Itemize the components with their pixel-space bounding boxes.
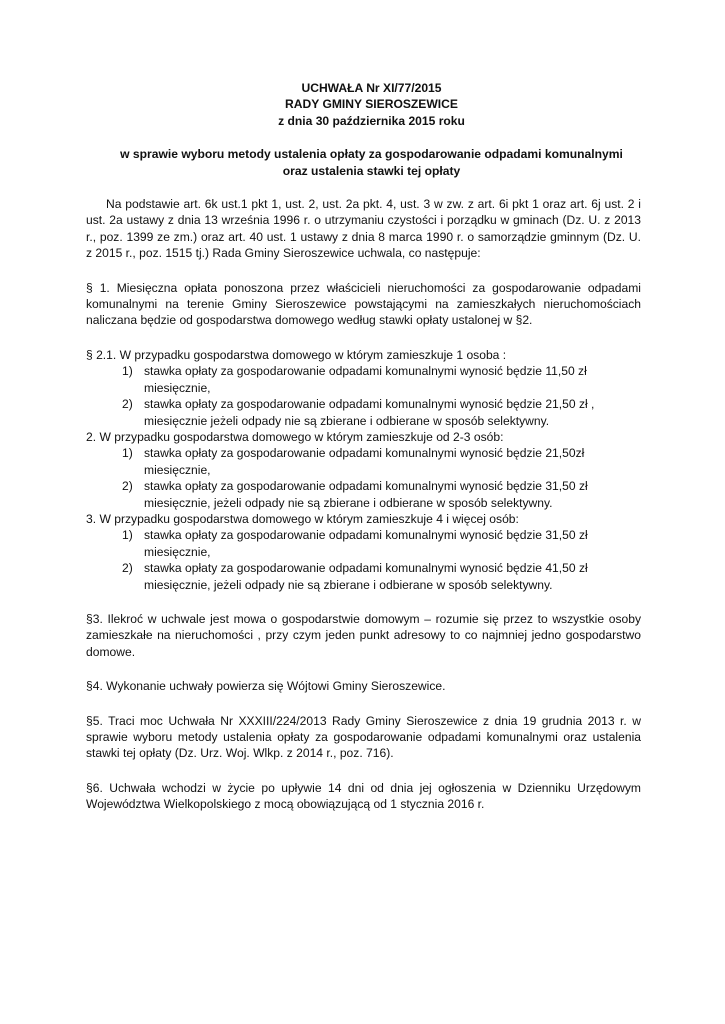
section-2-point-2-list xyxy=(86,445,641,511)
list-item xyxy=(122,527,641,560)
preamble-paragraph: Na podstawie art. 6k ust.1 pkt 1, ust. 2, ust. 2a pkt. 4, ust. 3 w zw. z art. 6i pkt 1 oraz art. 6j ust. 2 i ust. 2a ustawy z dnia 13 września 1996 r. o utrzymaniu czystości i porządku w gminach (Dz. U. z 2013 r., poz. 1399 ze zm.) oraz art. 40 ust. 1 ustawy z dnia 8 marca 1990 r. o samorządzie gminnym (Dz. U. z 2015 r., poz. 1515 tj.) Rada Gminy Sieroszewice uchwala, co następuje: xyxy=(86,197,641,261)
list-item-text: stawka opłaty za gospodarowanie odpadami komunalnymi wynosić będzie 41,50 zł xyxy=(144,561,588,576)
list-item-number: 2) xyxy=(122,479,133,494)
list-item-text: stawka opłaty za gospodarowanie odpadami komunalnymi wynosić będzie 21,50zł xyxy=(144,446,585,461)
list-item xyxy=(122,445,641,478)
list-item-text: stawka opłaty za gospodarowanie odpadami komunalnymi wynosić będzie 21,50 zł , xyxy=(144,397,595,412)
resolution-number: UCHWAŁA Nr XI/77/2015 xyxy=(301,81,442,95)
document-header xyxy=(102,80,641,129)
section-2-point-2-heading: 2. W przypadku gospodarstwa domowego w którym zamieszkuje od 2-3 osób: xyxy=(86,429,504,444)
list-item-text: stawka opłaty za gospodarowanie odpadami komunalnymi wynosić będzie 31,50 zł xyxy=(144,479,588,494)
section-1-paragraph: § 1. Miesięczna opłata ponoszona przez właścicieli nieruchomości za gospodarowanie odpadami komunalnymi na terenie Gminy Sieroszewice powstającymi na zamieszkałych nieruchomościach naliczana będzie od gospodarstwa domowego według stawki opłaty ustalonej w §2. xyxy=(86,280,641,328)
section-2 xyxy=(86,347,641,593)
list-item-number: 1) xyxy=(122,446,133,461)
section-2-point-3-list xyxy=(86,527,641,593)
section-2-point-1-list xyxy=(86,363,641,429)
list-item-number: 2) xyxy=(122,561,133,576)
list-item-text-continued: miesięcznie, xyxy=(144,380,211,395)
section-6-paragraph: §6. Uchwała wchodzi w życie po upływie 14 dni od dnia jej ogłoszenia w Dzienniku Urzędowym Województwa Wielkopolskiego z mocą obowiązującą od 1 stycznia 2016 r. xyxy=(86,780,641,812)
section-3-paragraph: §3. Ilekroć w uchwale jest mowa o gospodarstwie domowym – rozumie się przez to wszystkie osoby zamieszkałe na nieruchomości , przy czym jeden punkt adresowy to co najmniej jedno gospodarstwo domowe. xyxy=(86,611,641,659)
council-name: RADY GMINY SIEROSZEWICE xyxy=(285,97,458,112)
list-item-text-continued: miesięcznie, jeżeli odpady nie są zbierane i odbierane w sposób selektywny. xyxy=(144,495,553,510)
list-item-number: 2) xyxy=(122,397,133,412)
section-2-point-1-heading: § 2.1. W przypadku gospodarstwa domowego w którym zamieszkuje 1 osoba : xyxy=(86,347,507,362)
list-item-number: 1) xyxy=(122,364,133,379)
list-item-text-continued: miesięcznie, xyxy=(144,462,211,477)
section-2-point-3-heading: 3. W przypadku gospodarstwa domowego w którym zamieszkuje 4 i więcej osób: xyxy=(86,511,519,526)
list-item xyxy=(122,560,641,593)
list-item-number: 1) xyxy=(122,528,133,543)
resolution-date: z dnia 30 października 2015 roku xyxy=(278,113,465,128)
subject-line-2: oraz ustalenia stawki tej opłaty xyxy=(282,163,461,178)
subject-line-1: w sprawie wyboru metody ustalenia opłaty za gospodarowanie odpadami komunalnymi xyxy=(120,147,623,162)
list-item xyxy=(122,396,641,429)
list-item-text: stawka opłaty za gospodarowanie odpadami komunalnymi wynosić będzie 11,50 zł xyxy=(144,364,587,379)
list-item xyxy=(122,478,641,511)
list-item-text-continued: miesięcznie, jeżeli odpady nie są zbierane i odbierane w sposób selektywny. xyxy=(144,577,553,592)
section-4-paragraph: §4. Wykonanie uchwały powierza się Wójtowi Gminy Sieroszewice. xyxy=(86,679,446,694)
list-item-text: stawka opłaty za gospodarowanie odpadami komunalnymi wynosić będzie 31,50 zł xyxy=(144,528,588,543)
list-item-text-continued: miesięcznie, xyxy=(144,544,211,559)
document-page xyxy=(86,80,641,813)
document-subject xyxy=(102,146,641,179)
section-5-paragraph: §5. Traci moc Uchwała Nr XXXIII/224/2013 Rady Gminy Sieroszewice z dnia 19 grudnia 2013 r. w sprawie wyboru metody ustalenia opłaty za gospodarowanie odpadami komunalnymi oraz ustalenia stawki tej opłaty (Dz. Urz. Woj. Wlkp. z 2014 r., poz. 716). xyxy=(86,713,641,761)
list-item-text-continued: miesięcznie jeżeli odpady nie są zbierane i odbierane w sposób selektywny. xyxy=(144,413,550,428)
list-item xyxy=(122,363,641,396)
